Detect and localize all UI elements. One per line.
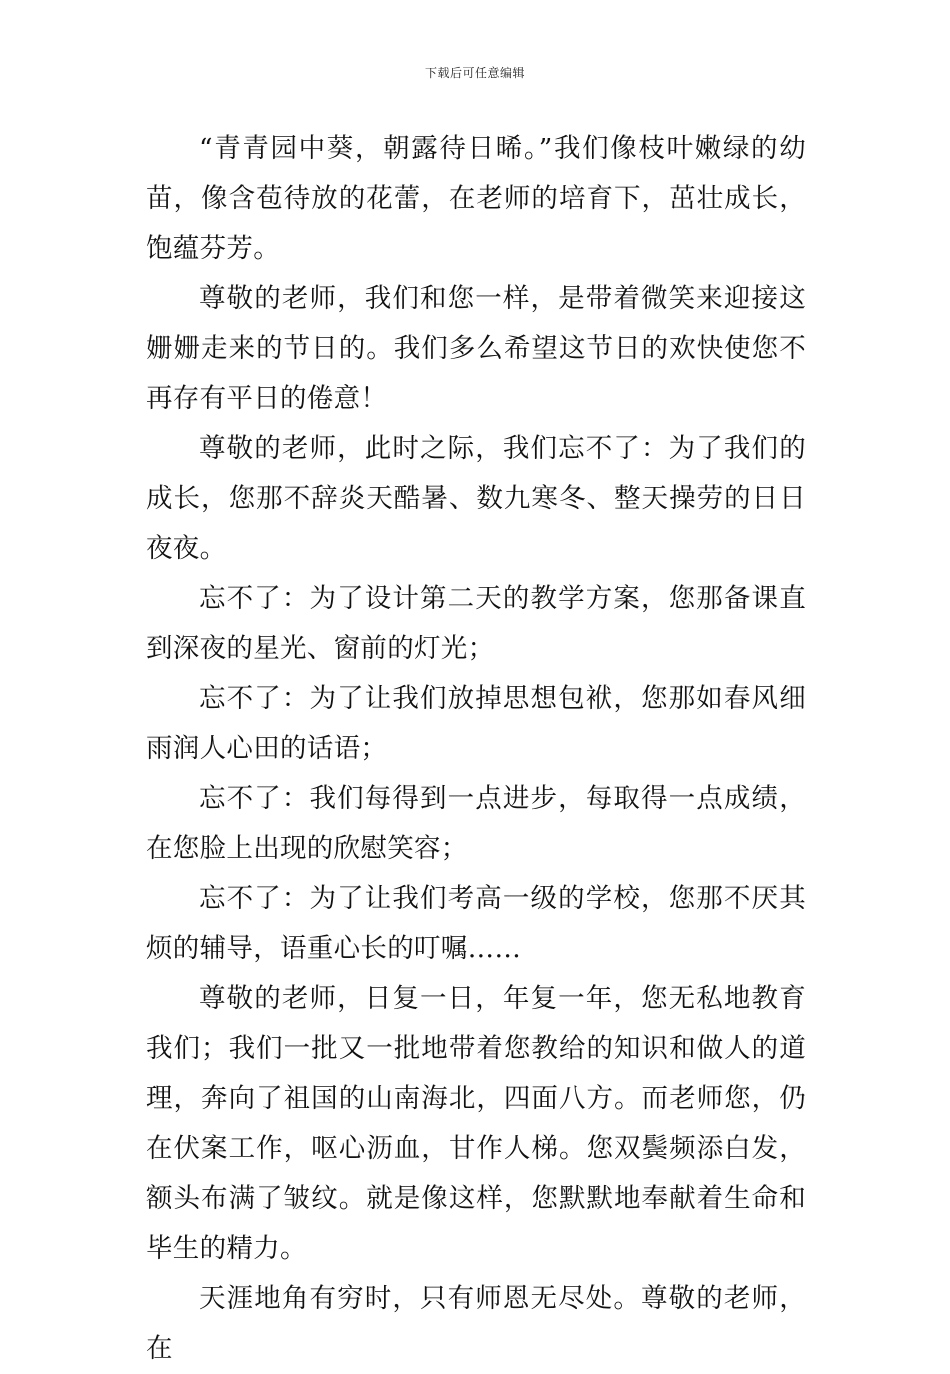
paragraph-8: 尊敬的老师，日复一日，年复一年，您无私地教育我们；我们一批又一批地带着您教给的知识和做人的道理，奔向了祖国的山南海北，四面八方。而老师您，仍在伏案工作，呕心沥血，甘作人梯。您双鬓频添白发，额头布满了皱纹。就是像这样，您默默地奉献着生命和毕生的精力。	[146, 983, 806, 1264]
header-note: 下载后可任意编辑	[424, 66, 525, 80]
paragraph-5: 忘不了：为了让我们放掉思想包袱，您那如春风细雨润人心田的话语；	[146, 683, 806, 764]
paragraph-2: 尊敬的老师，我们和您一样，是带着微笑来迎接这姗姗走来的节日的。我们多么希望这节日的欢快使您不再存有平日的倦意！	[146, 283, 806, 414]
document-body	[146, 124, 806, 1374]
paragraph-3: 尊敬的老师，此时之际，我们忘不了：为了我们的成长，您那不辞炎天酷暑、数九寒冬、整天操劳的日日夜夜。	[146, 433, 806, 564]
paragraph-4: 忘不了：为了设计第二天的教学方案，您那备课直到深夜的星光、窗前的灯光；	[146, 583, 806, 664]
paragraph-6: 忘不了：我们每得到一点进步，每取得一点成绩，在您脸上出现的欣慰笑容；	[146, 783, 806, 864]
paragraph-9: 天涯地角有穷时，只有师恩无尽处。尊敬的老师，在	[146, 1283, 806, 1364]
paragraph-7: 忘不了：为了让我们考高一级的学校，您那不厌其烦的辅导，语重心长的叮嘱……	[146, 883, 806, 964]
paragraph-1: “青青园中葵，朝露待日晞。”我们像枝叶嫩绿的幼苗，像含苞待放的花蕾，在老师的培育下，茁壮成长，饱蕴芬芳。	[146, 133, 806, 264]
